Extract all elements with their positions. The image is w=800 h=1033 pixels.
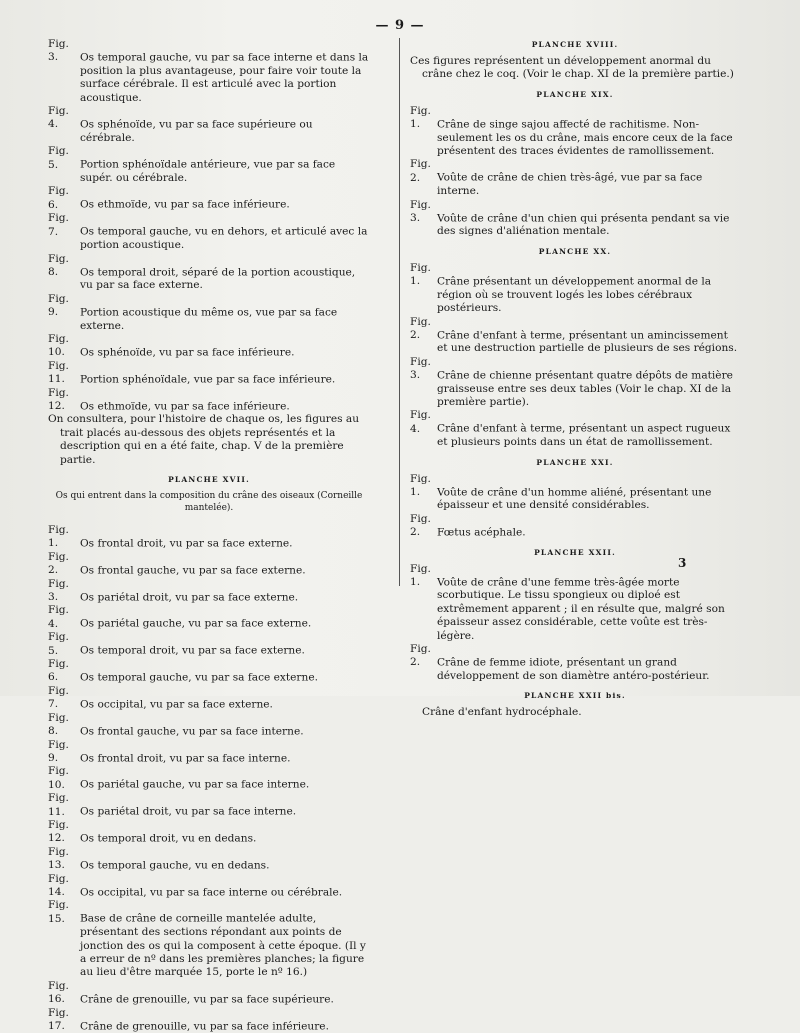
- planche-xxii-bis-text: Crâne d'enfant hydrocéphale.: [422, 706, 582, 719]
- planche-xix-heading: PLANCHE XIX.: [536, 89, 614, 99]
- planche-xxii-heading: PLANCHE XXII.: [534, 547, 616, 557]
- figure-entry: Fig. 3. Crâne de chienne présentant quatre dépôts de matière graisseuse entre ses deux tables (Voir le chap. XI de la première partie).: [410, 355, 733, 408]
- figure-entry: Fig. 11. Portion sphénoïdale, vue par sa face inférieure.: [48, 359, 336, 386]
- planche-xx-heading: PLANCHE XX.: [538, 246, 612, 256]
- figure-entry: Fig. 13. Os temporal gauche, vu en dedans.: [48, 845, 270, 872]
- figure-entry: Fig. 5. Os temporal droit, vu par sa face externe.: [48, 631, 305, 657]
- figure-entry: Fig. 4. Os pariétal gauche, vu par sa face externe.: [48, 604, 312, 630]
- figure-list-continued: [48, 38, 370, 413]
- figure-entry: Fig. 3. Voûte de crâne d'un chien qui présenta pendant sa vie des signes d'aliénation mentale.: [410, 198, 730, 238]
- figure-entry: Fig. 1. Crâne présentant un développement anormal de la région où se trouvent logés les lobes cérébraux postérieurs.: [410, 261, 712, 315]
- figure-entry: Fig. 7. Os temporal gauche, vu en dehors, et articulé avec la portion acoustique.: [48, 212, 368, 252]
- figure-entry: Fig. 3. Os temporal gauche, vu par sa face interne et dans la position la plus avantageuse, pour faire voir toute la surface cérébrale. Il est articulé avec la portion acoustique.: [48, 38, 369, 104]
- column-divider: [399, 38, 400, 586]
- figure-entry: Fig. 16. Crâne de grenouille, vu par sa face supérieure.: [48, 979, 334, 1006]
- figure-entry: Fig. 15. Base de crâne de corneille mantelée adulte, présentant des sections répondant aux points de jonction des os qui la composent à cette époque. (Il y a erreur de nº dans les premières planches; la figure au lieu d'être marquée 15, porte le nº 16.): [48, 899, 366, 979]
- figure-entry: Fig. 6. Os ethmoïde, vu par sa face inférieure.: [48, 185, 290, 211]
- figure-entry: Fig. 10. Os pariétal gauche, vu par sa face interne.: [48, 765, 310, 791]
- figure-entry: Fig. 10. Os sphénoïde, vu par sa face inférieure.: [48, 332, 295, 359]
- consultation-note: On consultera, pour l'histoire de chaque os, les figures au trait placés au-dessous des objets représentés et la description qui en a été faite, chap. V de la première partie.: [48, 413, 360, 466]
- figure-entry: Fig. 1. Voûte de crâne d'un homme aliéné, présentant une épaisseur et une densité considérables.: [410, 472, 712, 512]
- figure-entry: Fig. 8. Os temporal droit, séparé de la portion acoustique, vu par sa face externe.: [48, 252, 356, 292]
- planche-xvii-heading: PLANCHE XVII.: [168, 475, 250, 484]
- figure-entry: Fig. 4. Crâne d'enfant à terme, présentant un aspect rugueux et plusieurs points dans un état de ramollissement.: [410, 409, 731, 449]
- figure-entry: Fig. 4. Os sphénoïde, vu par sa face supérieure ou cérébrale.: [48, 105, 313, 144]
- planche-xviii-heading: PLANCHE XVIII.: [531, 40, 619, 49]
- figure-entry: Fig. 12. Os temporal droit, vu en dedans.: [48, 818, 257, 845]
- figure-entry: Fig. 2. Crâne d'enfant à terme, présentant un amincissement et une destruction partielle de plusieurs de ses régions.: [410, 315, 738, 355]
- figure-entry: Fig. 2. Voûte de crâne de chien très-âgé, vue par sa face interne.: [410, 158, 703, 198]
- figure-entry: Fig. 2. Os frontal gauche, vu par sa face externe.: [48, 550, 306, 577]
- figure-entry: Fig. 2. Crâne de femme idiote, présentant un grand développement de son diamètre antéro-postérieur.: [410, 643, 710, 682]
- figure-entry: Fig. 9. Os frontal droit, vu par sa face interne.: [48, 738, 291, 764]
- figure-entry: Fig. 1. Voûte de crâne d'une femme très-âgée morte scorbutique. Le tissu spongieux ou diploé est extrêmement apparent ; il en résulte que, malgré son épaisseur assez considérable, cette voûte est très-légère.: [410, 562, 725, 642]
- figure-entry: Fig. 11. Os pariétal droit, vu par sa face interne.: [48, 792, 297, 818]
- figure-entry: Fig. 1. Os frontal droit, vu par sa face externe.: [48, 524, 293, 550]
- planche-xviii-text: Ces figures représentent un développement anormal du crâne chez le coq. (Voir le chap. XI de la première partie.): [410, 55, 734, 81]
- planche-xxii-bis-heading: PLANCHE XXII bis.: [524, 691, 626, 701]
- figure-entry: Fig. 7. Os occipital, vu par sa face externe.: [48, 684, 273, 711]
- figure-entry: Fig. 9. Portion acoustique du même os, vue par sa face externe.: [48, 292, 338, 332]
- planche-xxi-heading: PLANCHE XXI.: [536, 457, 614, 467]
- figure-entry: Fig. 1. Crâne de singe sajou affecté de rachitisme. Non-seulement les os du crâne, mais encore ceux de la face présentent des traces évidentes de ramollissement.: [410, 104, 733, 158]
- figure-entry: Fig. 8. Os frontal gauche, vu par sa face interne.: [48, 711, 304, 738]
- page-number: — 9 —: [375, 18, 425, 33]
- left-column: [48, 38, 370, 1033]
- right-column: [410, 38, 740, 720]
- figure-entry: Fig. 5. Portion sphénoïdale antérieure, vue par sa face supér. ou cérébrale.: [48, 145, 336, 185]
- figure-entry: Fig. 12. Os ethmoïde, vu par sa face inférieure.: [48, 386, 290, 412]
- signature-mark: 3: [678, 556, 687, 570]
- figure-entry: Fig. 3. Os pariétal droit, vu par sa face externe.: [48, 577, 299, 604]
- planche-xvii-figures: [48, 524, 370, 1033]
- planche-xvii-subtitle: Os qui entrent dans la composition du crâne des oiseaux (Corneille mantelée).: [55, 491, 363, 513]
- figure-entry: Fig. 6. Os temporal gauche, vu par sa face externe.: [48, 658, 318, 684]
- figure-entry: Fig. 2. Fœtus acéphale.: [410, 512, 526, 539]
- figure-entry: Fig. 14. Os occipital, vu par sa face interne ou cérébrale.: [48, 872, 343, 898]
- figure-entry: Fig. 17. Crâne de grenouille, vu par sa face inférieure.: [48, 1006, 329, 1033]
